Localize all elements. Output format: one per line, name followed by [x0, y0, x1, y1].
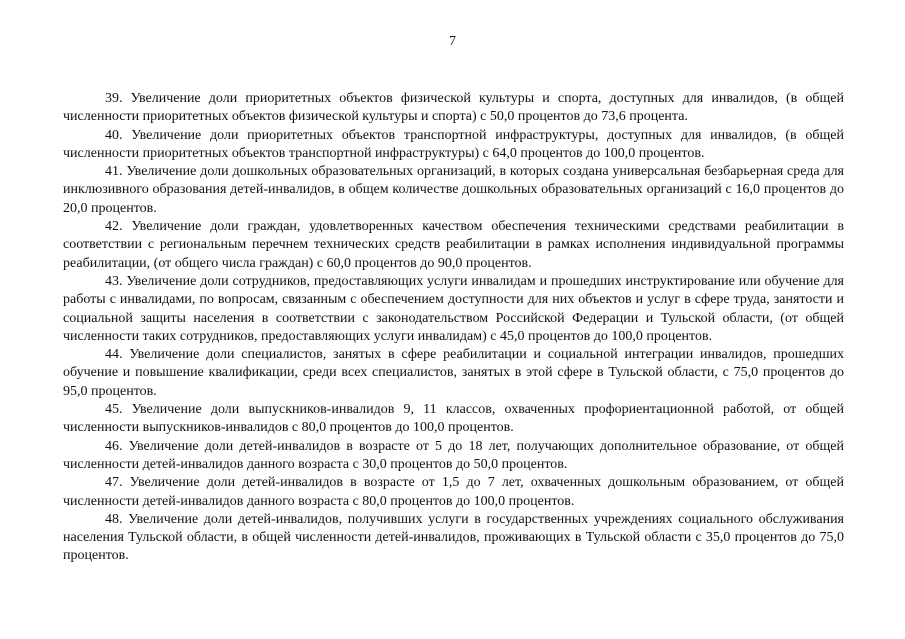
paragraph-43: 43. Увеличение доли сотрудников, предоставляющих услуги инвалидам и прошедших инструктирование или обучение для работы с инвалидами, по вопросам, связанным с обеспечением доступности для них объектов и услуг в сфере труда, занятости и социальной защиты населения в соответствии с законодательством Российской Федерации и Тульской области, (от общей численности таких сотрудников, предоставляющих услуги инвалидам) с 45,0 процентов до 100,0 процентов. — [63, 273, 844, 344]
paragraph-45: 45. Увеличение доли выпускников-инвалидов 9, 11 классов, охваченных профориентационной работой, от общей численности выпускников-инвалидов с 80,0 процентов до 100,0 процентов. — [63, 402, 844, 436]
paragraph-41: 41. Увеличение доли дошкольных образовательных организаций, в которых создана универсальная безбарьерная среда для инклюзивного образования детей-инвалидов, в общем количестве дошкольных образовательных организаций с 16,0 процентов до 20,0 процентов. — [63, 164, 844, 216]
paragraph-44: 44. Увеличение доли специалистов, занятых в сфере реабилитации и социальной интеграции инвалидов, прошедших обучение и повышение квалификации, среди всех специалистов, занятых в этой сфере в Тульской области, с 75,0 процентов до 95,0 процентов. — [63, 347, 844, 399]
paragraph-40: 40. Увеличение доли приоритетных объектов транспортной инфраструктуры, доступных для инвалидов, (в общей численности приоритетных объектов транспортной инфраструктуры) с 64,0 процентов до 100,0 процентов. — [63, 127, 844, 161]
paragraph-42: 42. Увеличение доли граждан, удовлетворенных качеством обеспечения техническими средствами реабилитации в соответствии с региональным перечнем технических средств реабилитации в рамках исполнения индивидуальной программы реабилитации, (от общего числа граждан) с 60,0 процентов до 90,0 процентов. — [63, 219, 844, 271]
page-number: 7 — [449, 34, 456, 49]
paragraph-39: 39. Увеличение доли приоритетных объектов физической культуры и спорта, доступных для инвалидов, (в общей численности приоритетных объектов физической культуры и спорта) с 50,0 процентов до 73,6 процента. — [63, 91, 844, 125]
paragraph-46: 46. Увеличение доли детей-инвалидов в возрасте от 5 до 18 лет, получающих дополнительное образование, от общей численности детей-инвалидов данного возраста с 30,0 процентов до 50,0 процентов. — [63, 438, 844, 472]
paragraph-48: 48. Увеличение доли детей-инвалидов, получивших услуги в государственных учреждениях социального обслуживания населения Тульской области, в общей численности детей-инвалидов, проживающих в Тульской области с 35,0 процентов до 75,0 процентов. — [63, 511, 844, 564]
paragraph-47: 47. Увеличение доли детей-инвалидов в возрасте от 1,5 до 7 лет, охваченных дошкольным образованием, от общей численности детей-инвалидов данного возраста с 80,0 процентов до 100,0 процентов. — [63, 475, 844, 509]
document-body — [63, 90, 844, 566]
